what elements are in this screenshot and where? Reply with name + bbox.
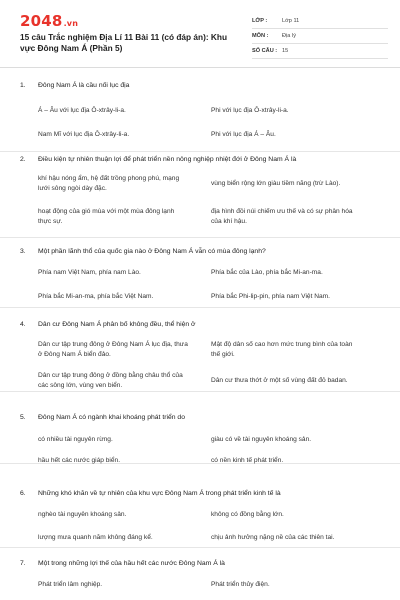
question-5	[0, 392, 400, 464]
answer-option[interactable]: hầu hết các nước giáp biển.	[38, 457, 121, 464]
answer-option[interactable]: hoạt động của gió mùa với một mùa đông lạnh thực sự.	[38, 208, 175, 225]
answer-option[interactable]: giàu có về tài nguyên khoáng sản.	[211, 436, 312, 443]
answer-option[interactable]: địa hình đồi núi chiếm ưu thế và có sự phân hóa của khí hậu.	[211, 208, 353, 225]
question-7	[0, 548, 400, 600]
question-stem	[20, 414, 185, 421]
logo-tld: .vn	[63, 19, 79, 28]
answer-option[interactable]: Phi với lục địa Á – Âu.	[211, 131, 276, 138]
question-number: 3.	[20, 248, 26, 255]
question-number: 5.	[20, 414, 26, 421]
answer-option[interactable]: Dân cư tập trung đông ở đồng bằng châu thổ của các sông lớn, vùng ven biển.	[38, 372, 183, 389]
question-text: Đông Nam Á có ngành khai khoáng phát triển do	[38, 414, 185, 421]
answer-option[interactable]: Phía nam Việt Nam, phía nam Lào.	[38, 269, 141, 276]
question-text: Một phần lãnh thổ của quốc gia nào ở Đông Nam Á vẫn có mùa đông lạnh?	[38, 248, 266, 255]
answer-option[interactable]: Nam Mĩ với lục địa Ô-xtrây-li-a.	[38, 131, 130, 138]
site-logo[interactable]	[20, 12, 78, 30]
answer-option[interactable]: Á – Âu với lục địa Ô-xtrây-li-a.	[38, 107, 126, 114]
answer-option[interactable]: Phát triển lâm nghiệp.	[38, 581, 103, 588]
document-header	[0, 0, 400, 68]
answer-option[interactable]: có nhiều tài nguyên rừng.	[38, 436, 113, 443]
answer-option[interactable]: chịu ảnh hưởng nặng nề của các thiên tai.	[211, 534, 335, 541]
answer-option[interactable]: không có đồng bằng lớn.	[211, 511, 284, 518]
question-2	[0, 152, 400, 238]
document-meta	[252, 14, 388, 59]
question-text: Một trong những lợi thế của hầu hết các nước Đông Nam Á là	[38, 560, 225, 567]
question-stem	[20, 490, 281, 497]
answer-option[interactable]: Phía bắc của Lào, phía bắc Mi-an-ma.	[211, 269, 323, 276]
question-6	[0, 464, 400, 548]
question-number: 7.	[20, 560, 26, 567]
question-number: 4.	[20, 321, 26, 328]
question-stem	[20, 248, 266, 255]
answer-option[interactable]: nghèo tài nguyên khoáng sản.	[38, 511, 127, 518]
meta-row-count	[252, 44, 388, 59]
answer-option[interactable]: có nền kinh tế phát triển.	[211, 457, 284, 464]
document-title: 15 câu Trắc nghiệm Địa Lí 11 Bài 11 (có đáp án): Khu vực Đông Nam Á (Phần 5)	[20, 32, 228, 53]
answer-option[interactable]: Phát triển thủy điện.	[211, 581, 270, 588]
answer-option[interactable]: Phi với lục địa Ô-xtrây-li-a.	[211, 107, 289, 114]
meta-value: Lớp 11	[282, 18, 300, 24]
meta-key: LỚP :	[252, 18, 268, 24]
question-1	[0, 82, 400, 152]
question-number: 6.	[20, 490, 26, 497]
answer-option[interactable]: Dân cư thưa thớt ở một số vùng đất đỏ badan.	[211, 377, 348, 384]
meta-row-subject	[252, 29, 388, 44]
meta-row-grade	[252, 14, 388, 29]
question-text: Dân cư Đông Nam Á phân bố không đều, thể hiện ở	[38, 321, 196, 328]
meta-value: 15	[282, 48, 289, 54]
question-number: 2.	[20, 156, 26, 163]
answer-option[interactable]: vùng biển rộng lớn giàu tiềm năng (trừ Lào).	[211, 180, 341, 187]
question-text: Đông Nam Á là cầu nối lục địa	[38, 82, 130, 89]
question-3	[0, 238, 400, 308]
answer-option[interactable]: Mật độ dân số cao hơn mức trung bình của toàn thế giới.	[211, 341, 353, 358]
meta-key: SỐ CÂU :	[252, 48, 278, 54]
answer-option[interactable]: lượng mưa quanh năm không đáng kể.	[38, 534, 153, 541]
question-text: Những khó khăn về tự nhiên của khu vực Đông Nam Á trong phát triển kinh tế là	[38, 490, 281, 497]
answer-option[interactable]: Phía bắc Mi-an-ma, phía bắc Việt Nam.	[38, 293, 154, 300]
question-text: Điều kiện tự nhiên thuận lợi để phát triển nền nông nghiệp nhiệt đới ở Đông Nam Á là	[38, 156, 297, 163]
question-stem	[20, 321, 196, 328]
meta-key: MÔN :	[252, 33, 269, 39]
question-number: 1.	[20, 82, 26, 89]
answer-option[interactable]: Phía bắc Phi-lip-pin, phía nam Việt Nam.	[211, 293, 330, 300]
question-stem	[20, 156, 296, 163]
logo-text: 2048	[20, 12, 63, 30]
question-stem	[20, 560, 225, 567]
answer-option[interactable]: khí hậu nóng ẩm, hệ đất trồng phong phú, mạng lưới sông ngòi dày đặc.	[38, 175, 180, 192]
answer-option[interactable]: Dân cư tập trung đông ở Đông Nam Á lục địa, thưa ở Đông Nam Á biển đảo.	[38, 341, 188, 358]
question-4	[0, 308, 400, 392]
question-stem	[20, 82, 129, 89]
meta-value: Địa lý	[282, 33, 296, 39]
